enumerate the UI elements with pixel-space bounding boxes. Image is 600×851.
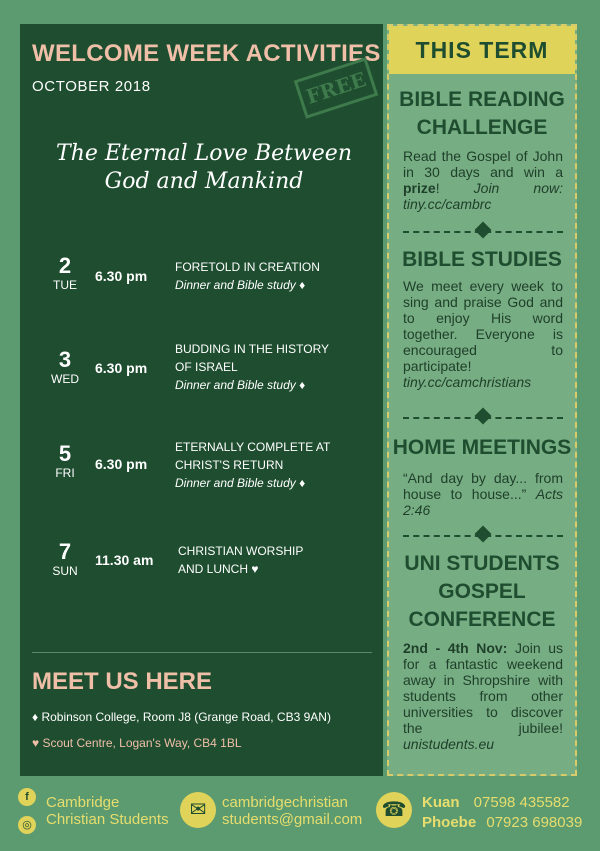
event-title-line2: CHRIST'S RETURN bbox=[175, 458, 284, 472]
conference-heading-line3: CONFERENCE bbox=[408, 608, 556, 631]
free-stamp: FREE bbox=[294, 57, 379, 119]
bible-reading-heading bbox=[389, 86, 575, 142]
diamond-icon bbox=[475, 408, 492, 425]
this-term-title: THIS TERM bbox=[389, 26, 575, 74]
bible-studies-heading: BIBLE STUDIES bbox=[402, 248, 562, 271]
event-time: 6.30 pm bbox=[95, 456, 148, 472]
bible-reading-heading-line1: BIBLE READING bbox=[399, 88, 565, 111]
event-day: 5 bbox=[58, 441, 72, 466]
event-title-line1: CHRISTIAN WORSHIP bbox=[178, 544, 304, 558]
bible-reading-link[interactable]: Join now: tiny.cc/cambrc bbox=[403, 180, 563, 212]
event-title bbox=[175, 258, 375, 294]
email-line2: students@gmail.com bbox=[222, 811, 363, 828]
event-item bbox=[20, 252, 383, 312]
event-day: 7 bbox=[58, 539, 72, 564]
events-panel bbox=[20, 24, 383, 776]
diamond-separator bbox=[403, 224, 563, 238]
bible-studies-link[interactable]: tiny.cc/camchristians bbox=[403, 374, 532, 390]
event-subtitle: Dinner and Bible study ♦ bbox=[175, 378, 306, 392]
event-item bbox=[20, 438, 383, 498]
home-meetings-quote: “And day by day... from house to house...” bbox=[403, 470, 563, 502]
event-date bbox=[48, 348, 82, 386]
bible-studies-text: We meet every week to sing and praise God and to enjoy His word together. Everyone is encouraged to participate! bbox=[403, 278, 563, 374]
event-time: 6.30 pm bbox=[95, 268, 148, 284]
facebook-icon[interactable]: f bbox=[18, 788, 36, 806]
social-handle bbox=[46, 794, 169, 828]
social-line2: Christian Students bbox=[46, 811, 169, 828]
bible-reading-heading-line2: CHALLENGE bbox=[416, 116, 548, 139]
event-subtitle: Dinner and Bible study ♦ bbox=[175, 476, 306, 490]
contact-phoebe bbox=[422, 814, 582, 831]
event-subtitle: Dinner and Bible study ♦ bbox=[175, 278, 306, 292]
event-title-line2: OF ISRAEL bbox=[175, 360, 238, 374]
event-day: 2 bbox=[58, 253, 72, 278]
event-title-line1: FORETOLD IN CREATION bbox=[175, 260, 320, 274]
event-title bbox=[175, 340, 375, 394]
event-item bbox=[20, 342, 383, 402]
diamond-icon bbox=[475, 222, 492, 239]
phone-icon: ☎ bbox=[376, 792, 412, 828]
home-meetings-ref: Acts 2:46 bbox=[403, 486, 564, 518]
event-day: 3 bbox=[58, 347, 72, 372]
email-address[interactable] bbox=[222, 794, 362, 828]
event-time: 6.30 pm bbox=[95, 360, 148, 376]
contact-kuan bbox=[422, 794, 570, 811]
contact-phone[interactable]: 07923 698039 bbox=[486, 814, 583, 831]
conference-heading-line2: GOSPEL bbox=[438, 580, 526, 603]
event-title bbox=[178, 542, 378, 578]
event-date bbox=[48, 540, 82, 578]
event-date bbox=[48, 254, 82, 292]
contact-name: Kuan bbox=[422, 794, 460, 811]
section-divider bbox=[32, 652, 372, 653]
event-time: 11.30 am bbox=[95, 552, 154, 568]
event-title-line1: ETERNALLY COMPLETE AT bbox=[175, 440, 331, 454]
conference-heading-line1: UNI STUDENTS bbox=[404, 552, 560, 575]
prize-text: prize bbox=[403, 180, 436, 196]
conference-date: 2nd - 4th Nov: bbox=[403, 640, 508, 656]
social-line1: Cambridge bbox=[46, 794, 120, 811]
event-date bbox=[48, 442, 82, 480]
bible-reading-text: Read the Gospel of John in 30 days and win a bbox=[403, 148, 563, 180]
bible-reading-exclaim: ! bbox=[435, 180, 474, 196]
headline-line2: God and Mankind bbox=[104, 169, 304, 194]
diamond-icon bbox=[475, 526, 492, 543]
bible-reading-body bbox=[403, 148, 563, 212]
email-line1: cambridgechristian bbox=[222, 794, 348, 811]
headline-line1: The Eternal Love Between bbox=[56, 141, 352, 166]
contact-phone[interactable]: 07598 435582 bbox=[473, 794, 570, 811]
conference-heading bbox=[389, 550, 575, 634]
event-weekday: WED bbox=[51, 372, 79, 386]
this-term-panel bbox=[387, 24, 577, 776]
conference-link[interactable]: unistudents.eu bbox=[403, 736, 495, 752]
home-meetings-body bbox=[403, 470, 563, 518]
poster-title: WELCOME WEEK ACTIVITIES bbox=[32, 40, 381, 67]
diamond-separator bbox=[403, 528, 563, 542]
location-scout-centre: ♥ Scout Centre, Logan's Way, CB4 1BL bbox=[32, 736, 242, 750]
event-title-line1: BUDDING IN THE HISTORY bbox=[175, 342, 330, 356]
event-title-line2: AND LUNCH ♥ bbox=[178, 562, 259, 576]
email-icon: ✉ bbox=[180, 792, 216, 828]
event-weekday: SUN bbox=[52, 564, 78, 578]
meet-title: MEET US HERE bbox=[32, 668, 213, 695]
event-weekday: TUE bbox=[53, 278, 77, 292]
poster-month: OCTOBER 2018 bbox=[32, 78, 151, 95]
event-weekday: FRI bbox=[55, 466, 75, 480]
headline bbox=[34, 140, 374, 196]
home-meetings-heading: HOME MEETINGS bbox=[392, 436, 572, 459]
instagram-icon[interactable]: ◎ bbox=[18, 816, 36, 834]
contact-name: Phoebe bbox=[422, 814, 477, 831]
conference-body bbox=[403, 640, 563, 752]
conference-text: Join us for a fantastic weekend away in Shropshire with students from other universities to discover the jubilee! bbox=[403, 640, 563, 736]
event-item bbox=[20, 534, 383, 594]
bible-studies-body bbox=[403, 278, 563, 390]
location-robinson: ♦ Robinson College, Room J8 (Grange Road, CB3 9AN) bbox=[32, 710, 331, 724]
event-title bbox=[175, 438, 375, 492]
footer bbox=[0, 780, 600, 851]
diamond-separator bbox=[403, 410, 563, 424]
